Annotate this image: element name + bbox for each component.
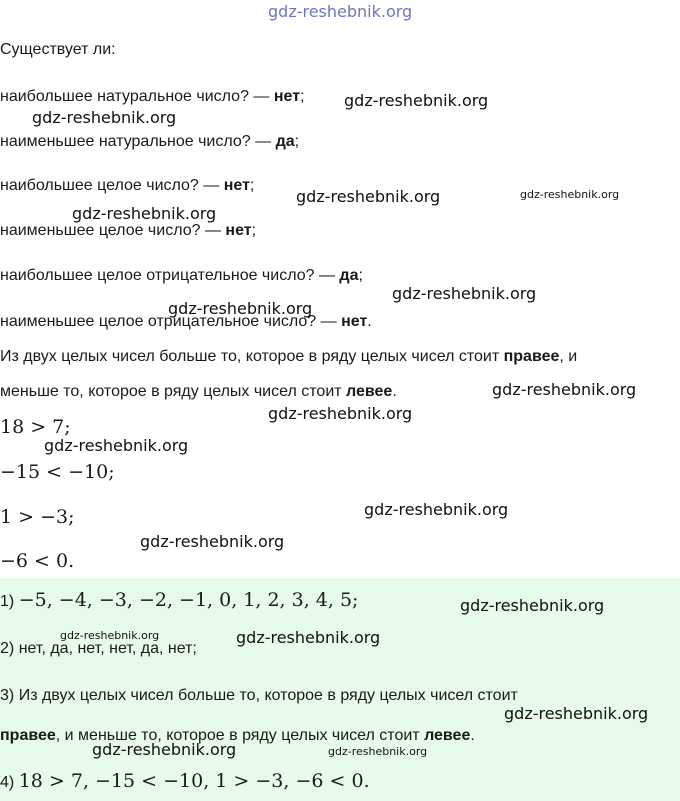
question-intro: Существует ли: bbox=[0, 41, 116, 58]
answer-text: Из двух целых чисел больше то, которое в ряду целых чисел стоит bbox=[18, 687, 518, 704]
watermark: gdz-reshebnik.org bbox=[236, 628, 381, 647]
item-end: ; bbox=[300, 88, 305, 105]
item-answer: нет bbox=[273, 88, 301, 105]
answer-text: 18 > 7, −15 < −10, 1 > −3, −6 < 0. bbox=[18, 770, 370, 792]
item-end: ; bbox=[294, 133, 300, 150]
rule-line-1 bbox=[0, 347, 577, 367]
rule-line-2 bbox=[0, 382, 397, 402]
rule-text: . bbox=[392, 383, 397, 400]
comparison-2: −15 < −10; bbox=[0, 461, 115, 483]
watermark: gdz-reshebnik.org bbox=[364, 500, 509, 519]
answer-3-line-1 bbox=[0, 686, 518, 706]
watermark: gdz-reshebnik.org bbox=[268, 404, 413, 423]
item-text: наибольшее целое отрицательное число? — bbox=[0, 267, 340, 284]
item-end: ; bbox=[358, 267, 363, 284]
item-answer: да bbox=[275, 133, 295, 150]
watermark: gdz-reshebnik.org bbox=[60, 629, 160, 642]
item-text: наибольшее натуральное число? — bbox=[0, 88, 274, 105]
watermark: gdz-reshebnik.org bbox=[392, 284, 537, 303]
answer-3-line-2 bbox=[0, 726, 475, 746]
answer-2 bbox=[0, 639, 197, 659]
watermark: gdz-reshebnik.org bbox=[32, 108, 177, 127]
item-end: ; bbox=[251, 222, 257, 239]
answer-4 bbox=[0, 771, 370, 793]
rule-text: меньше то, которое в ряду целых чисел стоит bbox=[0, 383, 347, 400]
watermark: gdz-reshebnik.org bbox=[72, 204, 217, 223]
answer-bold: правее bbox=[0, 727, 56, 744]
question-item-1 bbox=[0, 87, 305, 107]
item-text: наименьшее натуральное число? — bbox=[0, 133, 276, 150]
watermark: gdz-reshebnik.org bbox=[44, 436, 189, 455]
answer-number: 1) bbox=[0, 593, 15, 610]
answer-text: −5, −4, −3, −2, −1, 0, 1, 2, 3, 4, 5; bbox=[18, 589, 359, 611]
item-text: наименьшее целое отрицательное число? — bbox=[0, 313, 342, 330]
item-answer: нет bbox=[225, 222, 252, 239]
header-site-watermark: gdz-reshebnik.org bbox=[268, 2, 413, 21]
comparison-4: −6 < 0. bbox=[0, 550, 75, 572]
answer-text: , и меньше то, которое в ряду целых чисел стоит bbox=[55, 727, 425, 744]
watermark: gdz-reshebnik.org bbox=[344, 91, 489, 110]
comparison-1: 18 > 7; bbox=[0, 416, 71, 438]
rule-text: , и bbox=[559, 348, 578, 365]
rule-bold: левее bbox=[346, 383, 393, 400]
watermark: gdz-reshebnik.org bbox=[520, 188, 620, 201]
rule-bold: правее bbox=[503, 348, 560, 365]
answer-bold: левее bbox=[424, 727, 471, 744]
answer-number: 3) bbox=[0, 687, 15, 704]
item-end: ; bbox=[249, 177, 255, 194]
comparison-3: 1 > −3; bbox=[0, 506, 75, 528]
watermark: gdz-reshebnik.org bbox=[168, 299, 313, 318]
watermark: gdz-reshebnik.org bbox=[296, 187, 441, 206]
rule-text: Из двух целых чисел больше то, которое в ряду целых чисел стоит bbox=[0, 348, 504, 365]
item-answer: нет bbox=[341, 313, 368, 330]
watermark: gdz-reshebnik.org bbox=[460, 596, 605, 615]
watermark: gdz-reshebnik.org bbox=[328, 745, 428, 758]
watermark: gdz-reshebnik.org bbox=[140, 532, 285, 551]
item-end: . bbox=[367, 313, 372, 330]
answer-number: 4) bbox=[0, 774, 15, 791]
answer-text: . bbox=[470, 727, 475, 744]
question-item-5 bbox=[0, 266, 363, 286]
answer-1 bbox=[0, 590, 358, 612]
question-item-2 bbox=[0, 132, 299, 152]
item-answer: да bbox=[339, 267, 359, 284]
answer-text: нет, да, нет, нет, да, нет; bbox=[18, 640, 197, 657]
question-item-3 bbox=[0, 176, 254, 196]
watermark: gdz-reshebnik.org bbox=[92, 740, 237, 759]
item-answer: нет bbox=[223, 177, 250, 194]
watermark: gdz-reshebnik.org bbox=[492, 380, 637, 399]
question-item-4 bbox=[0, 221, 256, 241]
watermark: gdz-reshebnik.org bbox=[504, 704, 649, 723]
item-text: наименьшее целое число? — bbox=[0, 222, 226, 239]
item-text: наибольшее целое число? — bbox=[0, 177, 224, 194]
answer-number: 2) bbox=[0, 640, 15, 657]
